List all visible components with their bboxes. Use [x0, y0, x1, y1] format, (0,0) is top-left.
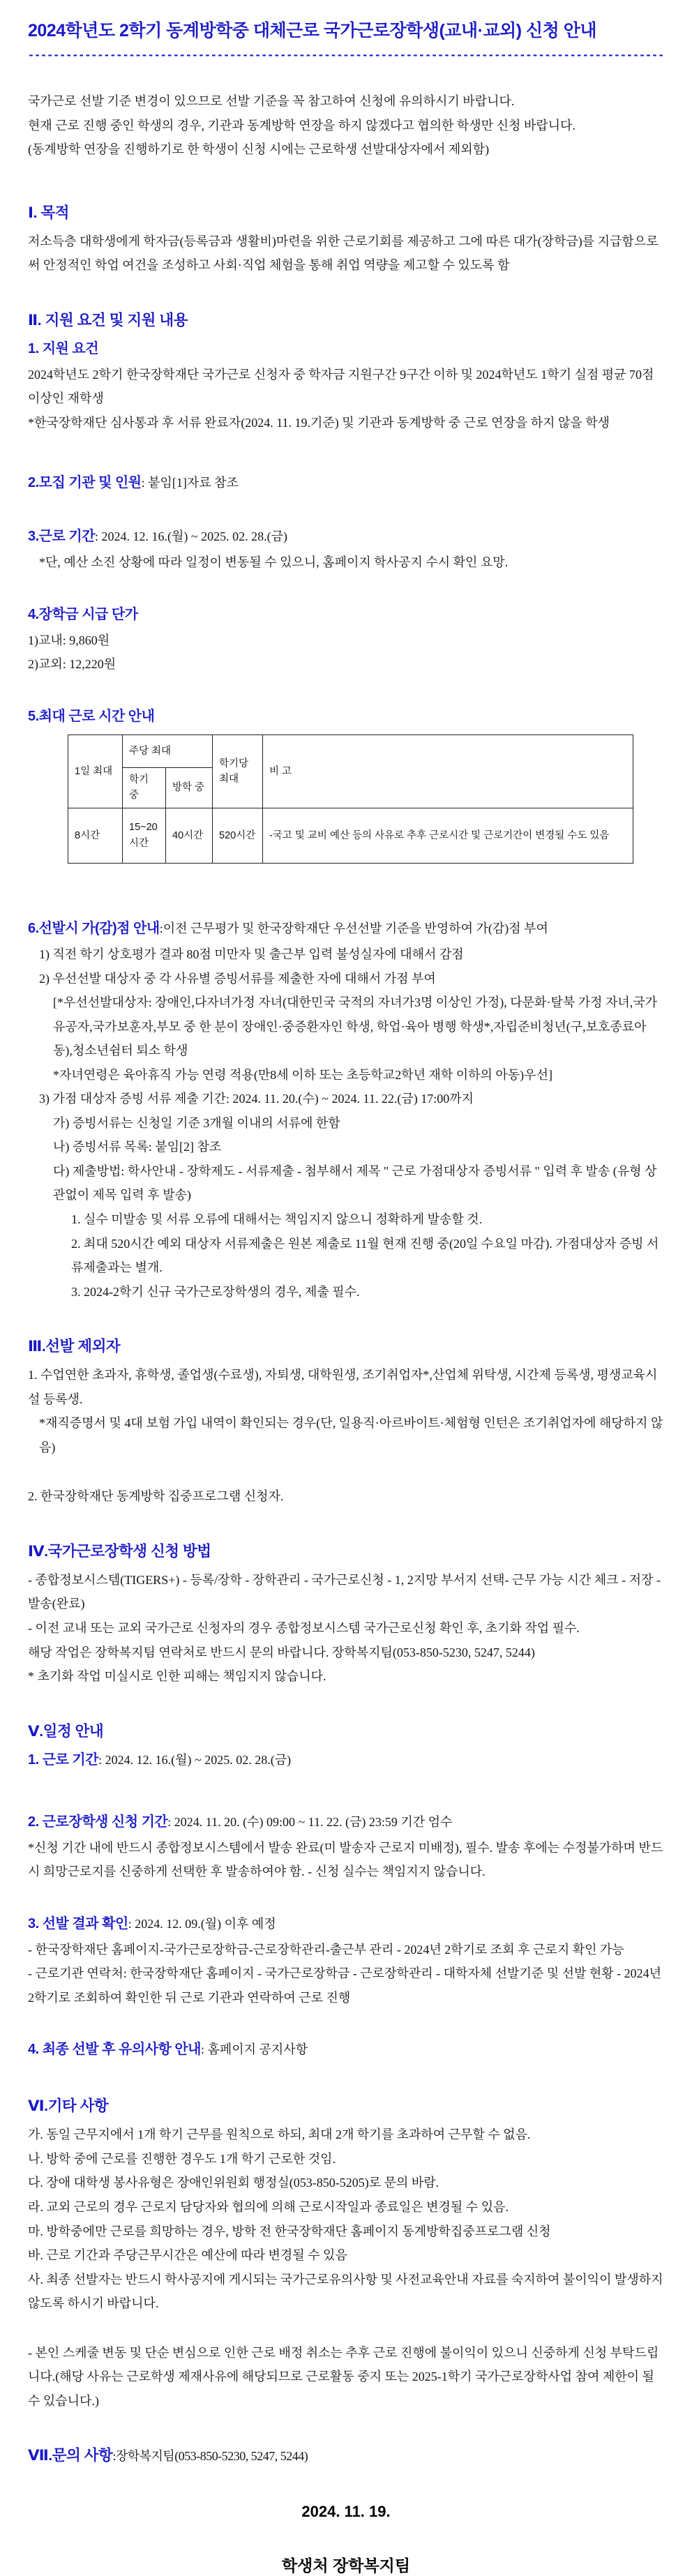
doc-paragraph: * 초기화 작업 미실시로 인한 피해는 책임지지 않습니다.: [28, 1669, 326, 1684]
doc-paragraph: (동계방학 연장을 진행하기로 한 학생이 신청 시에는 근로학생 선발대상자에서 제외함): [28, 142, 490, 157]
doc-paragraph: 국가근로 선발 기준 변경이 있으므로 선발 기준을 꼭 참고하여 신청에 유의하시기 바랍니다.: [28, 94, 515, 108]
heading-label: Ⅵ.기타 사항: [28, 2097, 109, 2115]
heading-inline-text: :장학복지팀(053-850-5230, 5247, 5244): [112, 2449, 308, 2464]
doc-paragraph: 가) 증빙서류는 신청일 기준 3개월 이내의 서류에 한함: [53, 1115, 340, 1130]
spacer: [28, 1774, 664, 1807]
heading-label: 2.모집 기관 및 인원: [28, 475, 142, 491]
spacer: [28, 162, 664, 195]
heading-inline-text: : 2024. 12. 16.(월) ~ 2025. 02. 28.(금): [95, 529, 288, 544]
spacer: [28, 1459, 664, 1484]
header-note: 비 고: [263, 735, 633, 808]
doc-paragraph: 라. 교외 근로의 경우 근로지 담당자와 협의에 의해 근로시작일과 종료일은 변경될 수 있음.: [28, 2200, 509, 2214]
header-weekly-max: 주당 최대: [123, 735, 213, 768]
spacer: [28, 278, 664, 303]
sub-heading: [28, 1748, 664, 1768]
doc-paragraph: *한국장학재단 심사통과 후 서류 완료자(2024. 11. 19.기준) 및 기관과 동계방학 중 근로 연장을 하지 않을 학생: [28, 415, 610, 430]
spacer: [28, 864, 664, 914]
section-heading: [28, 1334, 664, 1356]
spacer: [28, 2063, 664, 2088]
heading-inline-text: : 2024. 12. 09.(월) 이후 예정: [128, 1916, 276, 1931]
heading-inline-text: : 홈페이지 공지사항: [200, 2042, 308, 2057]
doc-paragraph: 다) 제출방법: 학사안내 - 장학제도 - 서류제출 - 첨부해서 제목 " 근로 가점대상자 증빙서류 " 입력 후 발송 (유형 상관없이 제목 입력 후 발송): [53, 1163, 657, 1203]
doc-paragraph: - 본인 스케줄 변동 및 단순 변심으로 인한 근로 배정 취소는 추후 근로 진행에 불이익이 있으니 신중하게 신청 부탁드립니다.(해당 사유는 근로학생 제재사유에 해당되므로 근로활동 중지 또는 2025-1학기 국가근로장학사업 참여 제한이 될 수 있습니다.): [28, 2345, 659, 2408]
heading-label: Ⅱ. 지원 요건 및 지원 내용: [28, 311, 188, 329]
doc-paragraph: 나. 방학 중에 근로를 진행한 경우도 1개 학기 근로한 것임.: [28, 2151, 336, 2166]
heading-label: Ⅲ.선발 제외자: [28, 1338, 121, 1355]
sub-heading: [28, 1810, 664, 1830]
doc-paragraph: 가. 동일 근무지에서 1개 학기 근무를 원칙으로 하되, 최대 2개 학기를 초과하여 근무할 수 없음.: [28, 2127, 531, 2142]
header-during-semester: 학기 중: [123, 768, 166, 808]
sub-heading: [28, 525, 664, 545]
doc-paragraph: - 종합정보시스템(TIGERS+) - 등록/장학 - 장학관리 - 국가근로신청 - 1, 2지망 부서지 선택- 근무 가능 시간 체크 - 저장 - 발송(완료): [28, 1572, 661, 1611]
heading-label: 3. 선발 결과 확인: [28, 1915, 128, 1931]
doc-paragraph: - 이전 교내 또는 교외 국가근로 신청자의 경우 종합정보시스템 국가근로신청 확인 후, 초기화 작업 필수.: [28, 1620, 580, 1635]
doc-paragraph: 1) 직전 학기 상호평가 결과 80점 미만자 및 출근부 입력 불성실자에 대해서 감점: [39, 947, 464, 961]
sub-heading: [28, 603, 664, 623]
sub-heading: [28, 705, 664, 725]
doc-paragraph: - 한국장학재단 홈페이지-국가근로장학금-근로장학관리-출근부 관리 - 2024년 2학기로 조회 후 근로지 확인 가능: [28, 1942, 624, 1957]
max-work-hours-table: [68, 735, 633, 864]
doc-paragraph: 나) 증빙서류 목록: 붙임[2] 참조: [53, 1140, 222, 1154]
spacer: [28, 497, 664, 522]
doc-paragraph: 현재 근로 진행 중인 학생의 경우, 기관과 동계방학 연장을 하지 않겠다고 협의한 학생만 신청 바랍니다.: [28, 118, 576, 133]
doc-paragraph: 바. 근로 기간과 주당근무시간은 예산에 따라 변경될 수 있음: [28, 2248, 347, 2263]
footer-signature: 학생처 장학복지팀: [281, 2556, 411, 2575]
doc-paragraph: 1)교내: 9,860원: [28, 633, 110, 647]
heading-label: 6.선발시 가(감)점 안내: [28, 920, 160, 936]
spacer: [28, 2413, 664, 2438]
heading-inline-text: :이전 근무평가 및 한국장학재단 우선선발 기준을 반영하여 가(감)점 부여: [159, 921, 548, 935]
sub-heading: [28, 471, 664, 491]
heading-label: Ⅳ.국가근로장학생 신청 방법: [28, 1542, 211, 1560]
heading-label: Ⅴ.일정 안내: [28, 1722, 104, 1740]
spacer: [28, 575, 664, 600]
doc-paragraph: [*우선선발대상자: 장애인,다자녀가정 자녀(대한민국 국적의 자녀가3명 이상인 가정), 다문화·탈북 가정 자녀,국가유공자,국가보훈자,부모 중 한 분이 장애인·중증환자인 학생, 학업·육아 병행 학생*,자립준비청년(구,보호종료아동),청소년쉼터 퇴소 학생: [53, 995, 658, 1058]
doc-paragraph: 해당 작업은 장학복지팀 연락처로 반드시 문의 바랍니다. 장학복지팀(053-850-5230, 5247, 5244): [28, 1645, 535, 1659]
spacer: [28, 1689, 664, 1714]
doc-paragraph: *재직증명서 및 4대 보험 가입 내역이 확인되는 경우(단, 일용직·아르바이트·체험형 인턴은 조기취업자에 해당하지 않음): [39, 1416, 663, 1454]
heading-label: 3.근로 기간: [28, 529, 96, 545]
cell-semester-max: 520시간: [213, 808, 263, 863]
spacer: [28, 2316, 664, 2341]
header-semester-max: 학기당 최대: [213, 735, 263, 808]
doc-paragraph: 2. 최대 520시간 예외 대상자 서류제출은 원본 제출로 11월 현재 진행 중(20일 수요일 마감). 가점대상자 증빙 서류제출과는 별개.: [71, 1236, 659, 1275]
heading-inline-text: : 붙임[1]자료 참조: [141, 476, 239, 490]
doc-paragraph: *자녀연령은 육아휴직 가능 연령 적용(만8세 이하 또는 초등학교2학년 재학 이하의 아동)우선]: [53, 1067, 552, 1082]
cell-daily-max: 8시간: [68, 808, 123, 863]
sub-heading: [28, 2038, 664, 2058]
spacer: [28, 1304, 664, 1329]
doc-paragraph: 저소득층 대학생에게 학자금(등록금과 생활비)마련을 위한 근로기회를 제공하고 그에 따른 대가(장학금)를 지급함으로써 안정적인 학업 여건을 조성하고 사회·직업 체험을 통해 취업 역량을 제고할 수 있도록 함: [28, 234, 659, 273]
doc-paragraph: 3) 가점 대상자 증빙 서류 제출 기간: 2024. 11. 20.(수) ~ 2024. 11. 22.(금) 17:00까지: [39, 1092, 474, 1106]
doc-paragraph: 1. 수업연한 초과자, 휴학생, 졸업생(수료생), 자퇴생, 대학원생, 조기취업자*,산업체 위탁생, 시간제 등록생, 평생교육시설 등록생.: [28, 1368, 658, 1406]
doc-paragraph: *단, 예산 소진 상황에 따라 일정이 변동될 수 있으니, 홈페이지 학사공지 수시 확인 요망.: [39, 555, 509, 570]
work-hours-table: [68, 735, 633, 864]
heading-label: 4.장학금 시급 단가: [28, 606, 138, 622]
section-heading: [28, 201, 664, 223]
heading-inline-text: : 2024. 12. 16.(월) ~ 2025. 02. 28.(금): [98, 1752, 292, 1767]
section-heading: [28, 2094, 664, 2116]
footer-date: 2024. 11. 19.: [301, 2503, 391, 2521]
section-heading: [28, 1719, 664, 1741]
doc-paragraph: 다. 장애 대학생 봉사유형은 장애인위원회 행정실(053-850-5205)로 문의 바람.: [28, 2176, 439, 2190]
section-heading: [28, 1539, 664, 1561]
sub-heading: [28, 337, 664, 357]
doc-paragraph: 마. 방학중에만 근로를 희망하는 경우, 방학 전 한국장학재단 홈페이지 동계방학집중프로그램 신청: [28, 2224, 551, 2238]
heading-label: Ⅰ. 목적: [28, 204, 69, 221]
heading-label: 1. 근로 기간: [28, 1752, 99, 1768]
sub-heading: [28, 917, 664, 937]
page-title: 2024학년도 2학기 동계방학중 대체근로 국가근로장학생(교내·교외) 신청 안내: [28, 21, 597, 40]
spacer: [28, 1509, 664, 1534]
doc-paragraph: 1. 실수 미발송 및 서류 오류에 대해서는 책임지지 않으니 정확하게 발송할 것.: [71, 1212, 483, 1226]
section-heading: [28, 308, 664, 330]
spacer: [28, 2010, 664, 2035]
doc-paragraph: 3. 2024-2학기 신규 국가근로장학생의 경우, 제출 필수.: [71, 1284, 360, 1299]
doc-paragraph: 사. 최종 선발자는 반드시 학사공지에 게시되는 국가근로유의사항 및 사전교육안내 자료를 숙지하여 불이익이 발생하지 않도록 하시기 바랍니다.: [28, 2272, 663, 2311]
heading-label: Ⅶ.문의 사항: [28, 2447, 113, 2464]
heading-label: 1. 지원 요건: [28, 340, 99, 356]
cell-weekly-vacation: 40시간: [166, 808, 213, 863]
doc-paragraph: 2024학년도 2학기 한국장학재단 국가근로 신청자 중 학자금 지원구간 9구간 이하 및 2024학년도 1학기 실점 평균 70점 이상인 재학생: [28, 367, 654, 406]
heading-label: 5.최대 근로 시간 안내: [28, 709, 155, 725]
doc-paragraph: 2. 한국장학재단 동계방학 집중프로그램 신청자.: [28, 1489, 284, 1504]
heading-label: 4. 최종 선발 후 유의사항 안내: [28, 2042, 201, 2058]
header-daily-max: 1일 최대: [68, 735, 123, 808]
spacer: [28, 435, 664, 468]
cell-weekly-semester: 15~20시간: [123, 808, 166, 863]
heading-label: 2. 근로장학생 신청 기간: [28, 1814, 168, 1830]
cell-note: -국고 및 교비 예산 등의 사유로 추후 근로시간 및 근로기간이 변경될 수도 있음: [263, 808, 633, 863]
doc-paragraph: 2)교외: 12,220원: [28, 657, 116, 672]
document-body: [28, 89, 664, 2465]
spacer: [28, 1884, 664, 1909]
section-heading: [28, 2443, 664, 2465]
heading-inline-text: : 2024. 11. 20. (수) 09:00 ~ 11. 22. (금) 23:59 기간 엄수: [167, 1814, 453, 1829]
sub-heading: [28, 1912, 664, 1932]
doc-paragraph: *신청 기간 내에 반드시 종합정보시스템에서 발송 완료(미 발송자 근로지 미배정), 필수. 발송 후에는 수정불가하며 반드시 희망근로지를 신중하게 선택한 후 발송하여야 함. - 신청 실수는 책임지지 않습니다.: [28, 1840, 663, 1879]
divider-dashes: -----------------------------------------------------------------------------------------------------: [28, 49, 665, 61]
header-during-vacation: 방학 중: [166, 768, 213, 808]
spacer: [28, 677, 664, 702]
doc-paragraph: - 근로기관 연락처: 한국장학재단 홈페이지 - 국가근로장학금 - 근로장학관리 - 대학자체 선발기준 및 선발 현황 - 2024년 2학기로 조회하여 확인한 뒤 근로 기관과 연락하여 근로 진행: [28, 1966, 662, 2005]
doc-paragraph: 2) 우선선발 대상자 중 각 사유별 증빙서류를 제출한 자에 대해서 가점 부여: [39, 971, 436, 986]
